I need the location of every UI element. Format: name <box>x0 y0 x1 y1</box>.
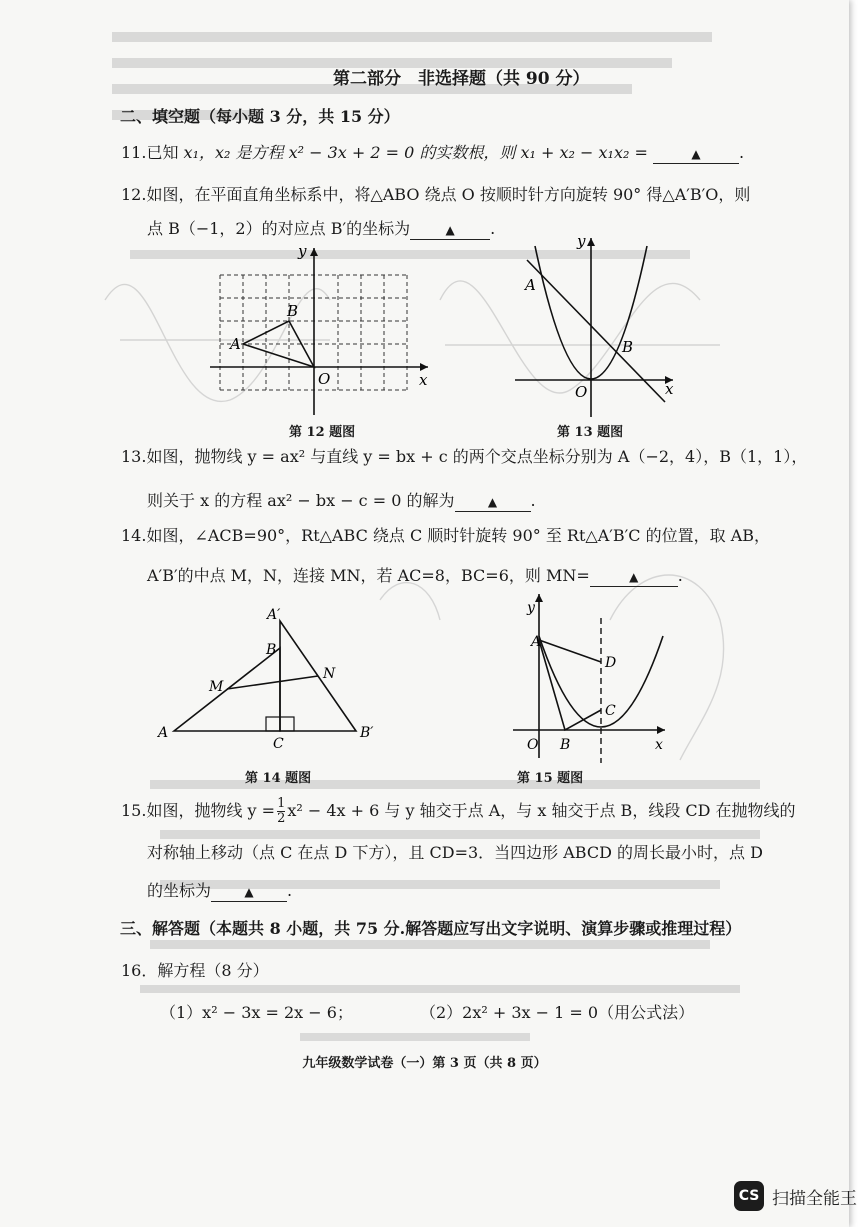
fig12-label-a: A <box>230 335 241 353</box>
fig14-label-n: N <box>323 666 336 682</box>
question-16-title: 16．解方程（8 分） <box>121 961 269 980</box>
question-12-line1: 12.如图，在平面直角坐标系中，将△ABO 绕点 O 按顺时针方向旋转 90° 得△A′B′O，则 <box>121 185 751 204</box>
q15-answer-blank <box>211 882 287 902</box>
question-15-line1 <box>121 797 796 826</box>
q15-line1-rest: x² − 4x + 6 与 y 轴交于点 A，与 x 轴交于点 B，线段 CD 在抛物线的 <box>287 801 796 820</box>
fig15-label-x: x <box>655 737 663 753</box>
q13-line2-text: 则关于 x 的方程 ax² − bx − c = 0 的解为 <box>147 491 455 510</box>
q11-end: . <box>739 143 745 162</box>
figure-15-caption: 第 15 题图 <box>517 771 584 786</box>
fig15-label-y: y <box>527 600 535 616</box>
fig12-label-x: x <box>419 371 428 389</box>
figure-13-graph <box>505 232 685 422</box>
fig15-label-c: C <box>605 703 616 719</box>
q14-answer-blank <box>590 567 678 587</box>
part-two-title: 第二部分 非选择题（共 90 分） <box>333 69 590 89</box>
fig13-label-b: B <box>622 338 634 356</box>
q11-answer-blank <box>653 144 739 164</box>
q15-fraction <box>277 797 285 826</box>
page-footer: 九年级数学试卷（一）第 3 页（共 8 页） <box>302 1056 547 1071</box>
q11-blank-marker: ▲ <box>691 147 701 161</box>
fig12-label-o: O <box>318 370 331 388</box>
q11-prefix: 11.已知 <box>121 143 184 162</box>
q15-frac-den: 2 <box>277 811 286 826</box>
scanner-watermark <box>734 1179 857 1213</box>
fig12-label-y: y <box>298 242 307 260</box>
fig14-label-m: M <box>209 679 224 695</box>
watermark-text: 扫描全能王 <box>772 1188 857 1209</box>
figure-13-caption: 第 13 题图 <box>557 425 624 440</box>
figure-12-grid <box>190 240 440 420</box>
q15-line3-text: 的坐标为 <box>147 881 212 900</box>
fig13-label-o: O <box>575 383 588 401</box>
q12-end: . <box>490 219 496 238</box>
q11-math: x₁，x₂ 是方程 x² − 3x + 2 = 0 的实数根，则 x₁ + x₂ − x₁x₂ = <box>183 143 648 162</box>
q13-answer-blank <box>455 492 531 512</box>
q15-end: . <box>287 881 293 900</box>
section-fill-blank-heading: 二、填空题（每小题 3 分，共 15 分） <box>120 107 400 126</box>
fig15-label-d: D <box>605 655 617 671</box>
fig14-label-b: B <box>266 642 277 658</box>
q13-blank-marker: ▲ <box>487 495 498 509</box>
question-15-line3 <box>147 880 292 902</box>
question-13-line2 <box>147 490 536 512</box>
question-14-line1: 14.如图，∠ACB=90°，Rt△ABC 绕点 C 顺时针旋转 90° 至 Rt△A′B′C 的位置，取 AB， <box>121 526 771 545</box>
q12-line2-text: 点 B（−1，2）的对应点 B′的坐标为 <box>147 219 411 238</box>
q12-answer-blank <box>410 220 490 240</box>
question-14-line2 <box>147 565 683 587</box>
q15-frac-num: 1 <box>277 796 286 811</box>
figure-15-graph <box>505 588 680 768</box>
figure-14-caption: 第 14 题图 <box>245 771 312 786</box>
section-solve-heading: 三、解答题（本题共 8 小题，共 75 分.解答题应写出文字说明、演算步骤或推理过程） <box>120 919 742 938</box>
figure-14-triangles <box>150 605 390 755</box>
fig15-label-o: O <box>527 737 539 753</box>
question-13-line1: 13.如图，抛物线 y = ax² 与直线 y = bx + c 的两个交点坐标分别为 A（−2，4），B（1，1）， <box>121 447 808 466</box>
fig13-label-y: y <box>577 232 586 250</box>
fig14-label-c: C <box>273 736 284 752</box>
fig13-label-x: x <box>665 380 674 398</box>
fig15-label-a: A <box>531 634 542 650</box>
figure-12-caption: 第 12 题图 <box>289 425 356 440</box>
question-12-line2 <box>147 218 495 240</box>
fig14-label-b-prime: B′ <box>360 725 374 741</box>
q15-prefix: 15.如图，抛物线 y = <box>121 801 276 820</box>
question-16-part1: （1）x² − 3x = 2x − 6； <box>160 1003 353 1022</box>
fig13-label-a: A <box>525 276 536 294</box>
q13-end: . <box>530 491 536 510</box>
fig15-label-b: B <box>560 737 571 753</box>
question-15-line2: 对称轴上移动（点 C 在点 D 下方），且 CD=3．当四边形 ABCD 的周长最小时，点 D <box>147 843 763 862</box>
fig14-label-a: A <box>158 725 169 741</box>
q14-blank-marker: ▲ <box>629 570 639 584</box>
camscanner-logo-icon: CS <box>734 1181 764 1211</box>
question-16-part2: （2）2x² + 3x − 1 = 0（用公式法） <box>420 1003 695 1022</box>
fig14-label-a-prime: A′ <box>267 607 281 623</box>
q14-end: . <box>677 566 683 585</box>
question-11 <box>121 142 744 164</box>
q15-blank-marker: ▲ <box>244 885 254 899</box>
q12-blank-marker: ▲ <box>445 223 455 237</box>
fig12-label-b: B <box>287 302 299 320</box>
q14-line2-text: A′B′的中点 M，N，连接 MN，若 AC=8，BC=6，则 MN= <box>147 566 590 585</box>
